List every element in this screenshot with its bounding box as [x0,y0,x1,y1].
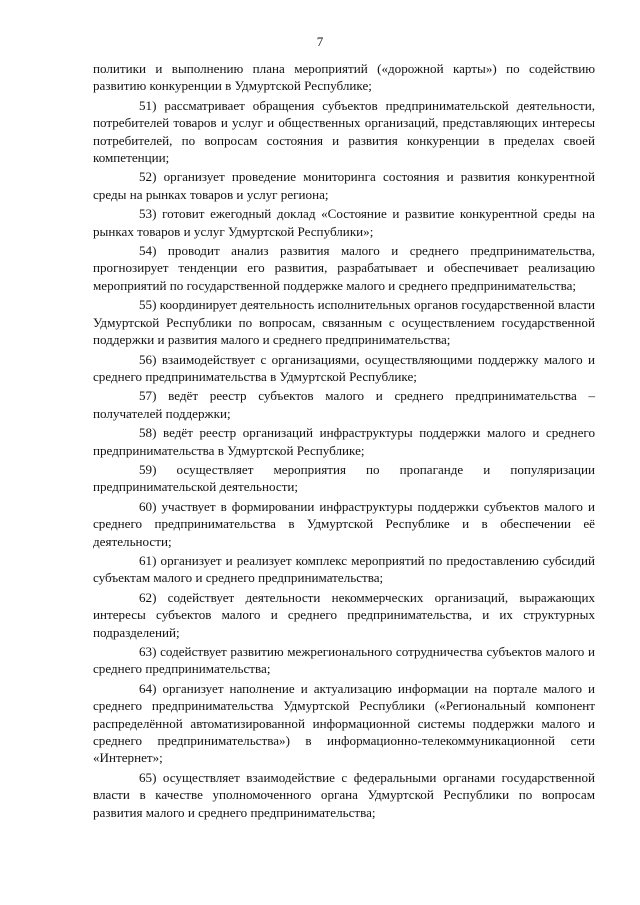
document-body [93,60,595,821]
page-number: 7 [316,34,324,49]
paragraph-item-62: 62) содействует деятельности некоммерческих организаций, выражающих интересы субъектов малого и среднего предпринимательства, и их структурных подразделений; [93,589,595,640]
paragraph-item-65: 65) осуществляет взаимодействие с федеральными органами государственной власти в качестве уполномоченного органа Удмуртской Республики по вопросам развития малого и среднего предпринимательства; [93,769,595,820]
paragraph-item-52: 52) организует проведение мониторинга состояния и развития конкурентной среды на рынках товаров и услуг региона; [93,169,595,202]
paragraph-item-63: 63) содействует развитию межрегионального сотрудничества субъектов малого и среднего предпринимательства; [93,644,595,677]
paragraph-item-51: 51) рассматривает обращения субъектов предпринимательской деятельности, потребителей товаров и услуг и общественных организаций, представляющих интересы потребителей, по вопросам состояния и развития конкуренции в пределах своей компетенции; [93,97,595,166]
paragraph-continuation: политики и выполнению плана мероприятий («дорожной карты») по содействию развитию конкуренции в Удмуртской Республике; [93,61,595,94]
paragraph-item-56: 56) взаимодействует с организациями, осуществляющими поддержку малого и среднего предпринимательства в Удмуртской Республике; [93,351,595,384]
paragraph-item-64: 64) организует наполнение и актуализацию информации на портале малого и среднего предпринимательства Удмуртской Республики («Региональный компонент распределённой автоматизированной информационной системы поддержки малого и среднего предпринимательства») в информационно-телекоммуникационной сети «Интернет»; [93,680,595,766]
paragraph-item-59: 59) осуществляет мероприятия по пропаганде и популяризации предпринимательской деятельности; [93,461,595,495]
paragraph-item-54: 54) проводит анализ развития малого и среднего предпринимательства, прогнозирует тенденции его развития, разрабатывает и обеспечивает реализацию мероприятий по государственной поддержке малого и среднего предпринимательства; [93,243,595,293]
paragraph-item-61: 61) организует и реализует комплекс мероприятий по предоставлению субсидий субъектам малого и среднего предпринимательства; [93,552,595,586]
paragraph-item-58: 58) ведёт реестр организаций инфраструктуры поддержки малого и среднего предпринимательства в Удмуртской Республике; [93,425,595,458]
paragraph-item-57: 57) ведёт реестр субъектов малого и среднего предпринимательства – получателей поддержки; [93,388,595,421]
paragraph-item-53: 53) готовит ежегодный доклад «Состояние и развитие конкурентной среды на рынках товаров и услуг Удмуртской Республики»; [93,206,595,239]
paragraph-item-60: 60) участвует в формировании инфраструктуры поддержки субъектов малого и среднего предпринимательства в Удмуртской Республике и в обеспечении её деятельности; [93,498,595,549]
paragraph-item-55: 55) координирует деятельность исполнительных органов государственной власти Удмуртской Республики по вопросам, связанным с осуществлением государственной поддержки и развития малого и среднего предпринимательства; [93,297,595,348]
